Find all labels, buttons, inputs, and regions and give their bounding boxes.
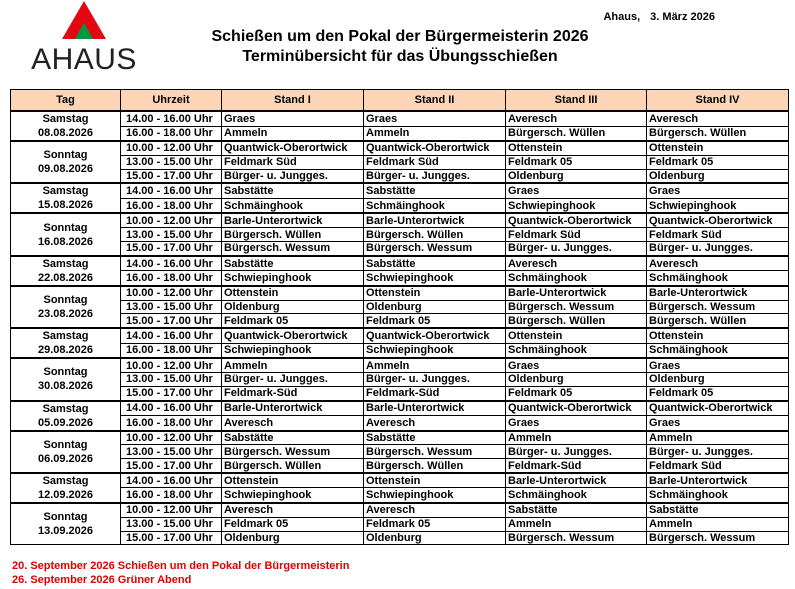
column-header-stand-4: Stand IV bbox=[647, 90, 789, 112]
stand-2-cell: Bürgersch. Wüllen bbox=[364, 459, 506, 473]
stand-1-cell: Feldmark-Süd bbox=[222, 386, 364, 400]
table-row bbox=[11, 473, 789, 488]
stand-2-cell: Ottenstein bbox=[364, 473, 506, 488]
time-cell: 13.00 - 15.00 Uhr bbox=[121, 372, 222, 386]
day-date: 12.09.2026 bbox=[37, 488, 94, 501]
weekday: Sonntag bbox=[43, 511, 88, 524]
stand-4-cell: Oldenburg bbox=[647, 169, 789, 183]
weekday: Sonntag bbox=[43, 149, 88, 162]
table-row bbox=[11, 286, 789, 300]
footer-line-1: 20. September 2026 Schießen um den Pokal der Bürgermeisterin bbox=[12, 560, 350, 572]
table-row bbox=[11, 386, 789, 400]
time-cell: 16.00 - 18.00 Uhr bbox=[121, 198, 222, 213]
footer-notes bbox=[12, 559, 349, 587]
stand-1-cell: Ammeln bbox=[222, 358, 364, 372]
stand-4-cell: Bürgersch. Wüllen bbox=[647, 126, 789, 141]
table-row bbox=[11, 241, 789, 255]
stand-2-cell: Quantwick-Oberortwick bbox=[364, 328, 506, 343]
stand-3-cell: Graes bbox=[506, 358, 647, 372]
stand-1-cell: Schwiepinghook bbox=[222, 488, 364, 503]
day-date: 09.08.2026 bbox=[37, 163, 94, 176]
stand-1-cell: Quantwick-Oberortwick bbox=[222, 141, 364, 155]
table-row bbox=[11, 183, 789, 198]
title-line-2: Terminübersicht für das Übungsschießen bbox=[242, 48, 558, 65]
day-cell bbox=[11, 328, 121, 358]
stand-3-cell: Averesch bbox=[506, 111, 647, 126]
time-cell: 15.00 - 17.00 Uhr bbox=[121, 531, 222, 545]
stand-3-cell: Bürger- u. Jungges. bbox=[506, 445, 647, 459]
stand-1-cell: Feldmark Süd bbox=[222, 155, 364, 169]
footer-line-2: 26. September 2026 Grüner Abend bbox=[12, 574, 192, 586]
time-cell: 13.00 - 15.00 Uhr bbox=[121, 155, 222, 169]
time-cell: 10.00 - 12.00 Uhr bbox=[121, 358, 222, 372]
day-date: 13.09.2026 bbox=[37, 525, 94, 538]
time-cell: 10.00 - 12.00 Uhr bbox=[121, 431, 222, 445]
time-cell: 13.00 - 15.00 Uhr bbox=[121, 445, 222, 459]
stand-2-cell: Quantwick-Oberortwick bbox=[364, 141, 506, 155]
stand-1-cell: Averesch bbox=[222, 503, 364, 517]
time-cell: 13.00 - 15.00 Uhr bbox=[121, 517, 222, 531]
stand-2-cell: Bürgersch. Wessum bbox=[364, 241, 506, 255]
stand-4-cell: Averesch bbox=[647, 111, 789, 126]
stand-1-cell: Schmäinghook bbox=[222, 198, 364, 213]
stand-4-cell: Oldenburg bbox=[647, 372, 789, 386]
stand-2-cell: Ammeln bbox=[364, 358, 506, 372]
time-cell: 15.00 - 17.00 Uhr bbox=[121, 169, 222, 183]
stand-1-cell: Ammeln bbox=[222, 126, 364, 141]
column-header-stand-3: Stand III bbox=[506, 90, 647, 112]
table-row bbox=[11, 488, 789, 503]
table-row bbox=[11, 459, 789, 473]
table-row bbox=[11, 314, 789, 328]
stand-2-cell: Averesch bbox=[364, 503, 506, 517]
stand-1-cell: Feldmark 05 bbox=[222, 517, 364, 531]
day-date: 22.08.2026 bbox=[37, 271, 94, 284]
table-row bbox=[11, 328, 789, 343]
stand-2-cell: Schwiepinghook bbox=[364, 271, 506, 286]
time-cell: 16.00 - 18.00 Uhr bbox=[121, 271, 222, 286]
day-cell bbox=[11, 141, 121, 183]
dateline bbox=[603, 11, 715, 23]
table-row bbox=[11, 169, 789, 183]
time-cell: 14.00 - 16.00 Uhr bbox=[121, 328, 222, 343]
stand-4-cell: Ammeln bbox=[647, 517, 789, 531]
stand-2-cell: Sabstätte bbox=[364, 431, 506, 445]
weekday: Samstag bbox=[42, 402, 89, 415]
time-cell: 15.00 - 17.00 Uhr bbox=[121, 241, 222, 255]
day-cell bbox=[11, 473, 121, 503]
day-date: 15.08.2026 bbox=[37, 199, 94, 212]
table-row bbox=[11, 111, 789, 126]
stand-3-cell: Bürgersch. Wessum bbox=[506, 531, 647, 545]
table-row bbox=[11, 228, 789, 242]
stand-4-cell: Schmäinghook bbox=[647, 343, 789, 358]
stand-4-cell: Quantwick-Oberortwick bbox=[647, 401, 789, 416]
table-row bbox=[11, 431, 789, 445]
day-cell bbox=[11, 503, 121, 545]
weekday: Samstag bbox=[42, 113, 89, 125]
stand-4-cell: Bürgersch. Wüllen bbox=[647, 314, 789, 328]
stand-1-cell: Sabstätte bbox=[222, 256, 364, 271]
stand-4-cell: Sabstätte bbox=[647, 503, 789, 517]
stand-3-cell: Ammeln bbox=[506, 431, 647, 445]
stand-2-cell: Schwiepinghook bbox=[364, 488, 506, 503]
logo-text: AHAUS bbox=[31, 43, 137, 76]
stand-2-cell: Feldmark-Süd bbox=[364, 386, 506, 400]
stand-3-cell: Averesch bbox=[506, 256, 647, 271]
table-row bbox=[11, 126, 789, 141]
day-date: 23.08.2026 bbox=[37, 307, 94, 320]
weekday: Sonntag bbox=[43, 438, 88, 451]
stand-1-cell: Bürger- u. Jungges. bbox=[222, 169, 364, 183]
stand-3-cell: Schmäinghook bbox=[506, 488, 647, 503]
time-cell: 14.00 - 16.00 Uhr bbox=[121, 256, 222, 271]
weekday: Samstag bbox=[42, 257, 89, 270]
stand-3-cell: Barle-Unterortwick bbox=[506, 473, 647, 488]
time-cell: 14.00 - 16.00 Uhr bbox=[121, 401, 222, 416]
day-cell bbox=[11, 431, 121, 473]
stand-3-cell: Ammeln bbox=[506, 517, 647, 531]
stand-2-cell: Sabstätte bbox=[364, 256, 506, 271]
stand-3-cell: Graes bbox=[506, 416, 647, 431]
column-header-stand-1: Stand I bbox=[222, 90, 364, 112]
weekday: Samstag bbox=[42, 474, 89, 487]
stand-3-cell: Sabstätte bbox=[506, 503, 647, 517]
table-row bbox=[11, 517, 789, 531]
stand-3-cell: Schwiepinghook bbox=[506, 198, 647, 213]
ahaus-logo bbox=[31, 1, 137, 77]
stand-1-cell: Ottenstein bbox=[222, 473, 364, 488]
stand-3-cell: Schmäinghook bbox=[506, 271, 647, 286]
weekday: Samstag bbox=[42, 185, 89, 198]
stand-4-cell: Bürger- u. Jungges. bbox=[647, 241, 789, 255]
stand-3-cell: Quantwick-Oberortwick bbox=[506, 213, 647, 227]
stand-4-cell: Bürgersch. Wessum bbox=[647, 531, 789, 545]
stand-4-cell: Ammeln bbox=[647, 431, 789, 445]
time-cell: 10.00 - 12.00 Uhr bbox=[121, 503, 222, 517]
stand-2-cell: Feldmark 05 bbox=[364, 314, 506, 328]
stand-1-cell: Graes bbox=[222, 111, 364, 126]
stand-4-cell: Graes bbox=[647, 183, 789, 198]
stand-1-cell: Sabstätte bbox=[222, 183, 364, 198]
stand-1-cell: Bürgersch. Wüllen bbox=[222, 228, 364, 242]
stand-4-cell: Averesch bbox=[647, 256, 789, 271]
stand-2-cell: Barle-Unterortwick bbox=[364, 401, 506, 416]
stand-3-cell: Ottenstein bbox=[506, 328, 647, 343]
day-cell bbox=[11, 183, 121, 213]
stand-2-cell: Ammeln bbox=[364, 126, 506, 141]
weekday: Samstag bbox=[42, 330, 89, 343]
day-cell bbox=[11, 358, 121, 400]
time-cell: 14.00 - 16.00 Uhr bbox=[121, 183, 222, 198]
stand-2-cell: Feldmark 05 bbox=[364, 517, 506, 531]
column-header-tag: Tag bbox=[11, 90, 121, 112]
weekday: Sonntag bbox=[43, 366, 88, 379]
time-cell: 16.00 - 18.00 Uhr bbox=[121, 488, 222, 503]
stand-4-cell: Feldmark Süd bbox=[647, 459, 789, 473]
stand-4-cell: Barle-Unterortwick bbox=[647, 473, 789, 488]
stand-2-cell: Ottenstein bbox=[364, 286, 506, 300]
table-row bbox=[11, 141, 789, 155]
stand-2-cell: Oldenburg bbox=[364, 531, 506, 545]
stand-4-cell: Feldmark 05 bbox=[647, 386, 789, 400]
table-row bbox=[11, 416, 789, 431]
day-date: 08.08.2026 bbox=[37, 127, 94, 139]
stand-4-cell: Ottenstein bbox=[647, 328, 789, 343]
day-date: 06.09.2026 bbox=[37, 452, 94, 465]
stand-3-cell: Oldenburg bbox=[506, 372, 647, 386]
table-row bbox=[11, 503, 789, 517]
stand-1-cell: Averesch bbox=[222, 416, 364, 431]
stand-4-cell: Bürgersch. Wessum bbox=[647, 300, 789, 314]
stand-1-cell: Bürgersch. Wessum bbox=[222, 445, 364, 459]
day-cell bbox=[11, 401, 121, 431]
stand-2-cell: Oldenburg bbox=[364, 300, 506, 314]
stand-3-cell: Bürgersch. Wessum bbox=[506, 300, 647, 314]
stand-1-cell: Bürgersch. Wüllen bbox=[222, 459, 364, 473]
column-header-stand-2: Stand II bbox=[364, 90, 506, 112]
stand-3-cell: Bürgersch. Wüllen bbox=[506, 126, 647, 141]
time-cell: 14.00 - 16.00 Uhr bbox=[121, 111, 222, 126]
time-cell: 15.00 - 17.00 Uhr bbox=[121, 386, 222, 400]
stand-3-cell: Feldmark 05 bbox=[506, 386, 647, 400]
stand-4-cell: Schmäinghook bbox=[647, 488, 789, 503]
place: Ahaus, bbox=[603, 11, 641, 23]
day-date: 30.08.2026 bbox=[37, 380, 94, 393]
time-cell: 13.00 - 15.00 Uhr bbox=[121, 300, 222, 314]
day-cell bbox=[11, 213, 121, 255]
table-row bbox=[11, 358, 789, 372]
time-cell: 10.00 - 12.00 Uhr bbox=[121, 141, 222, 155]
stand-2-cell: Bürger- u. Jungges. bbox=[364, 372, 506, 386]
day-date: 16.08.2026 bbox=[37, 235, 94, 248]
stand-2-cell: Sabstätte bbox=[364, 183, 506, 198]
stand-1-cell: Schwiepinghook bbox=[222, 343, 364, 358]
stand-2-cell: Graes bbox=[364, 111, 506, 126]
stand-1-cell: Schwiepinghook bbox=[222, 271, 364, 286]
stand-4-cell: Feldmark Süd bbox=[647, 228, 789, 242]
time-cell: 15.00 - 17.00 Uhr bbox=[121, 459, 222, 473]
stand-1-cell: Sabstätte bbox=[222, 431, 364, 445]
stand-4-cell: Bürger- u. Jungges. bbox=[647, 445, 789, 459]
stand-1-cell: Oldenburg bbox=[222, 300, 364, 314]
table-row bbox=[11, 300, 789, 314]
time-cell: 16.00 - 18.00 Uhr bbox=[121, 126, 222, 141]
time-cell: 16.00 - 18.00 Uhr bbox=[121, 343, 222, 358]
stand-1-cell: Oldenburg bbox=[222, 531, 364, 545]
day-cell bbox=[11, 256, 121, 286]
time-cell: 15.00 - 17.00 Uhr bbox=[121, 314, 222, 328]
day-cell bbox=[11, 286, 121, 328]
stand-1-cell: Quantwick-Oberortwick bbox=[222, 328, 364, 343]
table-row bbox=[11, 271, 789, 286]
stand-1-cell: Barle-Unterortwick bbox=[222, 213, 364, 227]
time-cell: 16.00 - 18.00 Uhr bbox=[121, 416, 222, 431]
stand-3-cell: Schmäinghook bbox=[506, 343, 647, 358]
stand-3-cell: Quantwick-Oberortwick bbox=[506, 401, 647, 416]
stand-3-cell: Feldmark 05 bbox=[506, 155, 647, 169]
schedule-body bbox=[11, 111, 789, 545]
logo-triangle-icon bbox=[59, 1, 109, 43]
time-cell: 13.00 - 15.00 Uhr bbox=[121, 228, 222, 242]
stand-3-cell: Bürgersch. Wüllen bbox=[506, 314, 647, 328]
stand-3-cell: Oldenburg bbox=[506, 169, 647, 183]
table-row bbox=[11, 343, 789, 358]
column-header-uhrzeit: Uhrzeit bbox=[121, 90, 222, 112]
stand-1-cell: Bürgersch. Wessum bbox=[222, 241, 364, 255]
time-cell: 10.00 - 12.00 Uhr bbox=[121, 213, 222, 227]
table-row bbox=[11, 401, 789, 416]
stand-2-cell: Averesch bbox=[364, 416, 506, 431]
table-row bbox=[11, 213, 789, 227]
stand-4-cell: Feldmark 05 bbox=[647, 155, 789, 169]
time-cell: 14.00 - 16.00 Uhr bbox=[121, 473, 222, 488]
table-row bbox=[11, 155, 789, 169]
stand-2-cell: Schmäinghook bbox=[364, 198, 506, 213]
stand-4-cell: Graes bbox=[647, 358, 789, 372]
stand-1-cell: Barle-Unterortwick bbox=[222, 401, 364, 416]
document-date: 3. März 2026 bbox=[650, 11, 715, 23]
table-row bbox=[11, 198, 789, 213]
stand-3-cell: Ottenstein bbox=[506, 141, 647, 155]
stand-4-cell: Schmäinghook bbox=[647, 271, 789, 286]
title-line-1: Schießen um den Pokal der Bürgermeisterin 2026 bbox=[211, 28, 589, 45]
day-cell bbox=[11, 111, 121, 141]
stand-3-cell: Feldmark-Süd bbox=[506, 459, 647, 473]
stand-4-cell: Ottenstein bbox=[647, 141, 789, 155]
day-date: 05.09.2026 bbox=[37, 416, 94, 429]
stand-1-cell: Bürger- u. Jungges. bbox=[222, 372, 364, 386]
page-title bbox=[200, 27, 600, 67]
stand-2-cell: Feldmark Süd bbox=[364, 155, 506, 169]
stand-4-cell: Graes bbox=[647, 416, 789, 431]
table-row bbox=[11, 372, 789, 386]
stand-3-cell: Bürger- u. Jungges. bbox=[506, 241, 647, 255]
stand-3-cell: Barle-Unterortwick bbox=[506, 286, 647, 300]
stand-1-cell: Feldmark 05 bbox=[222, 314, 364, 328]
stand-4-cell: Barle-Unterortwick bbox=[647, 286, 789, 300]
day-date: 29.08.2026 bbox=[37, 344, 94, 357]
table-row bbox=[11, 256, 789, 271]
stand-3-cell: Graes bbox=[506, 183, 647, 198]
stand-2-cell: Barle-Unterortwick bbox=[364, 213, 506, 227]
stand-2-cell: Bürgersch. Wessum bbox=[364, 445, 506, 459]
stand-2-cell: Bürgersch. Wüllen bbox=[364, 228, 506, 242]
table-row bbox=[11, 531, 789, 545]
table-header-row bbox=[11, 90, 789, 112]
stand-3-cell: Feldmark Süd bbox=[506, 228, 647, 242]
stand-4-cell: Quantwick-Oberortwick bbox=[647, 213, 789, 227]
weekday: Sonntag bbox=[43, 221, 88, 234]
time-cell: 10.00 - 12.00 Uhr bbox=[121, 286, 222, 300]
stand-2-cell: Schwiepinghook bbox=[364, 343, 506, 358]
stand-2-cell: Bürger- u. Jungges. bbox=[364, 169, 506, 183]
stand-4-cell: Schwiepinghook bbox=[647, 198, 789, 213]
schedule-table bbox=[10, 89, 789, 545]
weekday: Sonntag bbox=[43, 293, 88, 306]
stand-1-cell: Ottenstein bbox=[222, 286, 364, 300]
table-row bbox=[11, 445, 789, 459]
